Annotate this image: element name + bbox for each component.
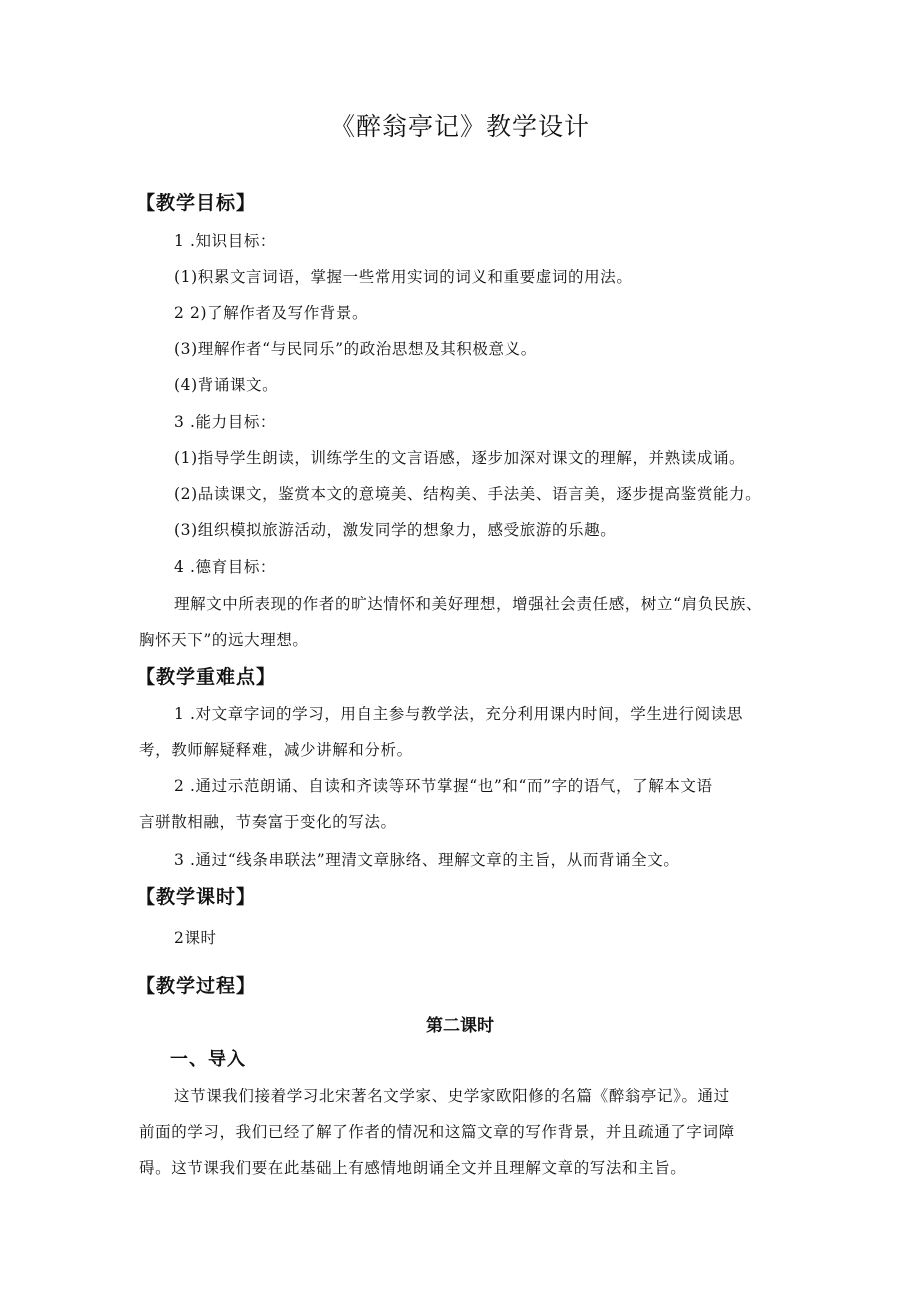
key-point-line: 3 .通过“线条串联法”理清文章脉络、理解文章的主旨，从而背诵全文。 — [174, 851, 680, 869]
key-point-line: 1 .对文章字词的学习，用自主参与教学法，充分利用课内时间，学生进行阅读思 — [174, 705, 743, 723]
section-heading-process: 【教学过程】 — [136, 975, 257, 997]
objective-line: 理解文中所表现的作者的旷达情怀和美好理想，增强社会责任感，树立“肩负民族、 — [174, 595, 763, 613]
process-line: 这节课我们接着学习北宋著名文学家、史学家欧阳修的名篇《醉翁亭记》。通过 — [174, 1087, 730, 1105]
objective-line: (2)品读课文，鉴赏本文的意境美、结构美、手法美、语言美，逐步提高鉴赏能力。 — [174, 485, 762, 503]
objective-line: 3 .能力目标： — [174, 413, 277, 431]
key-point-line: 2 .通过示范朗诵、自读和齐读等环节掌握“也”和“而”字的语气，了解本文语 — [174, 777, 713, 795]
objective-line: (4)背诵课文。 — [174, 376, 279, 394]
objective-line: 4 .德育目标： — [174, 558, 277, 576]
hours-text: 2课时 — [174, 929, 217, 947]
section-heading-objectives: 【教学目标】 — [136, 192, 257, 214]
objective-line: (3)理解作者“与民同乐”的政治思想及其积极意义。 — [174, 340, 537, 358]
objective-line: (3)组织模拟旅游活动，激发同学的想象力，感受旅游的乐趣。 — [174, 521, 617, 539]
part-title: 一、导入 — [170, 1049, 246, 1070]
key-point-line: 言骈散相融，节奏富于变化的写法。 — [139, 813, 397, 831]
process-line: 碍。这节课我们要在此基础上有感情地朗诵全文并且理解文章的写法和主旨。 — [139, 1159, 687, 1177]
lesson-title: 第二课时 — [426, 1016, 494, 1036]
objective-line: 1 .知识目标： — [174, 232, 277, 250]
process-line: 前面的学习，我们已经了解了作者的情况和这篇文章的写作背景，并且疏通了字词障 — [139, 1123, 735, 1141]
key-point-line: 考，教师解疑释难，减少讲解和分析。 — [139, 741, 413, 759]
objective-line: (1)指导学生朗读，训练学生的文言语感，逐步加深对课文的理解，并熟读成诵。 — [174, 449, 746, 467]
objective-line: 胸怀天下”的远大理想。 — [139, 631, 309, 649]
document-title: 《醉翁亭记》教学设计 — [329, 112, 590, 141]
objective-line: 2 2)了解作者及写作背景。 — [174, 304, 369, 322]
section-heading-key-points: 【教学重难点】 — [136, 666, 277, 688]
section-heading-hours: 【教学课时】 — [136, 886, 257, 908]
objective-line: (1)积累文言词语，掌握一些常用实词的词义和重要虚词的用法。 — [174, 268, 633, 286]
